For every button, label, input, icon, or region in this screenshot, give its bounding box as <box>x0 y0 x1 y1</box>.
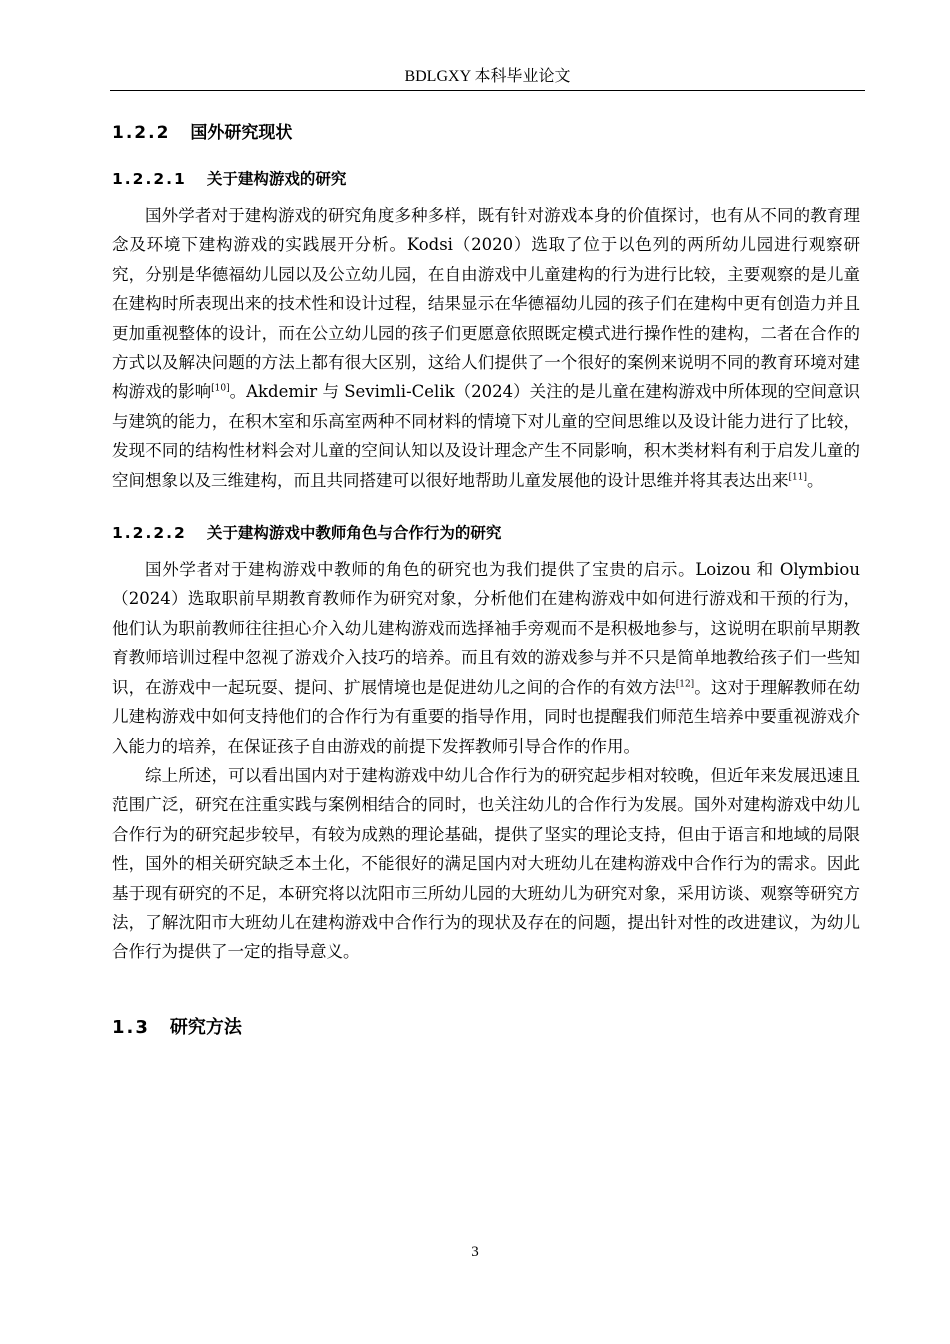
section-title: 研究方法 <box>169 1016 242 1038</box>
paragraph-summary: 综上所述，可以看出国内对于建构游戏中幼儿合作行为的研究起步相对较晚，但近年来发展迅速且范围广泛，研究在注重实践与案例相结合的同时，也关注幼儿的合作行为发展。国外对建构游戏中幼儿合作行为的研究起步较早，有较为成熟的理论基础，提供了坚实的理论支持，但由于语言和地域的局限性，国外的相关研究缺乏本土化，不能很好的满足国内对大班幼儿在建构游戏中合作行为的需求。因此基于现有研究的不足，本研究将以沈阳市三所幼儿园的大班幼儿为研究对象，采用访谈、观察等研究方法，了解沈阳市大班幼儿在建构游戏中合作行为的现状及存在的问题，提出针对性的改进建议，为幼儿合作行为提供了一定的指导意义。 <box>112 765 860 962</box>
paragraph-teacher-role-research <box>112 555 860 761</box>
section-heading-1-2-2-2 <box>112 521 860 543</box>
page-number: 3 <box>471 1244 479 1260</box>
paragraph-text: 国外学者对于建构游戏中教师的角色的研究也为我们提供了宝贵的启示。Loizou 和 Olymbiou（2024）选取职前早期教育教师作为研究对象，分析他们在建构游戏中如何进行游戏和干预的行为，他们认为职前教师往往担心介入幼儿建构游戏而选择袖手旁观而不是积极地参与，这说明在职前早期教育教师培训过程中忽视了游戏介入技巧的培养。而且有效的游戏参与并不只是简单地教给孩子们一些知识，在游戏中一起玩耍、提问、扩展情境也是促进幼儿之间的合作的有效方法 <box>112 560 860 697</box>
section-number: 1.2.2.2 <box>112 524 187 543</box>
section-title: 关于建构游戏的研究 <box>206 170 347 188</box>
paragraph-construction-play-research <box>112 201 860 495</box>
section-number: 1.2.2.1 <box>112 170 187 188</box>
section-heading-1-3 <box>112 1013 860 1039</box>
paragraph-text: 。这对于理解教师在幼儿建构游戏中如何支持他们的合作行为有重要的指导作用，同时也提醒我们师范生培养中要重视游戏介入能力的培养，在保证孩子自由游戏的前提下发挥教师引导合作的作用。 <box>112 677 861 756</box>
page-header: BDLGXY 本科毕业论文 <box>110 66 865 91</box>
citation: [12] <box>675 679 695 690</box>
citation: [11] <box>788 472 807 483</box>
paragraph-text: 。Akdemir 与 Sevimli-Celik（2024）关注的是儿童在建构游戏中所体现的空间意识与建筑的能力，在积木室和乐高室两种不同材料的情境下对儿童的空间思维以及设计能力进行了比较，发现不同的结构性材料会对儿童的空间认知以及设计理念产生不同影响，积木类材料有利于启发儿童的空间想象以及三维建构，而且共同搭建可以很好地帮助儿童发展他的设计思维并将其表达出来 <box>112 382 860 490</box>
section-title: 国外研究现状 <box>190 123 293 143</box>
section-number: 1.3 <box>112 1016 150 1038</box>
section-number: 1.2.2 <box>112 123 171 143</box>
section-title: 关于建构游戏中教师角色与合作行为的研究 <box>206 524 502 543</box>
page-content <box>112 112 860 1039</box>
section-heading-1-2-2 <box>112 118 860 143</box>
paragraph-text: 国外学者对于建构游戏的研究角度多种多样，既有针对游戏本身的价值探讨，也有从不同的教育理念及环境下建构游戏的实践展开分析。Kodsi（2020）选取了位于以色列的两所幼儿园进行观察研究，分别是华德福幼儿园以及公立幼儿园，在自由游戏中儿童建构的行为进行比较，主要观察的是儿童在建构时所表现出来的技术性和设计过程，结果显示在华德福幼儿园的孩子们在建构中更有创造力并且更加重视整体的设计，而在公立幼儿园的孩子们更愿意依照既定模式进行操作性的建构，二者在合作的方式以及解决问题的方法上都有很大区别，这给人们提供了一个很好的案例来说明不同的教育环境对建构游戏的影响 <box>112 206 860 402</box>
citation: [10] <box>211 383 230 394</box>
paragraph-text: 。 <box>806 470 824 490</box>
section-heading-1-2-2-1 <box>112 167 860 189</box>
